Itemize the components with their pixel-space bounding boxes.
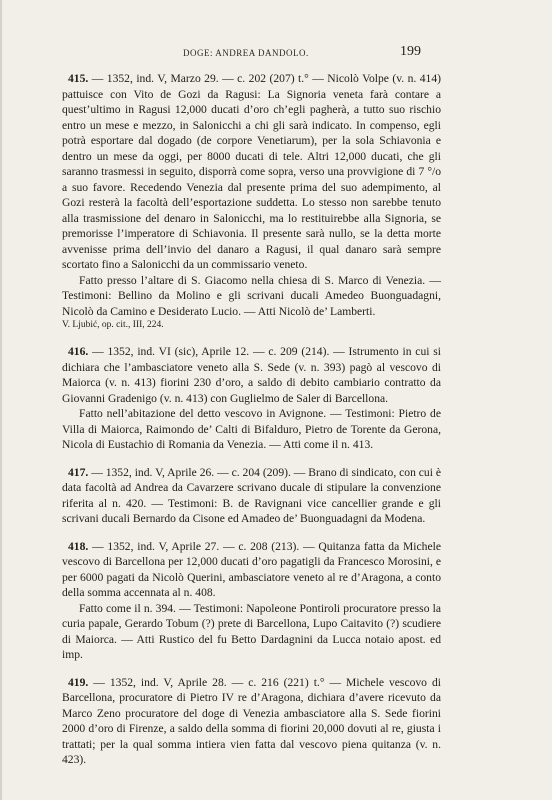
entry-415 <box>62 71 441 332</box>
entry-417-number: 417. <box>68 465 89 479</box>
page-number: 199 <box>400 44 421 59</box>
entry-417 <box>62 465 441 527</box>
document-body <box>62 71 441 768</box>
entry-419-body <box>62 675 441 768</box>
entry-415-reference: V. Ljubić, op. cit., III, 224. <box>62 320 164 330</box>
entry-417-body <box>62 465 441 527</box>
entry-416-body <box>62 344 441 406</box>
entry-418-number: 418. <box>68 539 89 553</box>
page-header <box>2 44 552 64</box>
entry-416-text: — 1352, ind. VI (sic), Aprile 12. — c. 209 (214). — Istrumento in cui si dichiara che l’ambasciatore veneto alla S. Sede (v. n. 393) pagò al vescovo di Maiorca (v. n. 413) fiorini 230 d’oro, a saldo di debito cambiario contratto da Giovanni Gradenigo (v. n. 413) con Guglielmo de Saler di Barcellona. <box>62 345 441 405</box>
entry-418-body <box>62 539 441 601</box>
entry-415-text: — 1352, ind. V, Marzo 29. — c. 202 (207) t.° — Nicolò Volpe (v. n. 414) pattuisce con Vito de Gozi da Ragusi: La Signoria veneta farà contare a quest’ultimo in Ragusi 12,000 ducati d’oro ch’egli pagherà, a tutto suo rischio entro un mese e mezzo, in Salonicchi a chi gli sarà indicato. In compenso, egli potrà esportare dal dogado (de corpore Venetiarum), per la sola Schiavonia e dentro un mese da oggi, per 8000 ducati di tele. Altri 12,000 ducati, che gli saranno trasmessi in seguito, disporrà come sopra, verso una provvigione di 7 °/o a suo favore. Recedendo Venezia dal presente prima del suo adempimento, al Gozi resterà la facoltà dell’esportazione suddetta. Lo stesso non sarebbe tenuto alla trasmissione del denaro in Salonicchi, ma lo restituirebbe alla Signoria, se premorisse l’imperatore di Schiavonia. Il presente sarà nullo, se la detta morte avvenisse prima dell’invio del danaro a Ragusi, il qual danaro sarà sempre scortato fino a Salonicchi da un commissario veneto. <box>62 72 441 271</box>
entry-418 <box>62 539 441 663</box>
entry-416-colophon: Fatto nell’abitazione del detto vescovo in Avignone. — Testimoni: Pietro de Villa di Maiorca, Raimondo de’ Calti di Bifalduro, Pietro de Torente da Gerona, Nicola di Eustachio di Romania da Venezia. — Atti come il n. 413. <box>62 407 441 451</box>
entry-415-body <box>62 71 441 273</box>
entry-418-text: — 1352, ind. V, Aprile 27. — c. 208 (213). — Quitanza fatta da Michele vescovo di Barcellona per 12,000 ducati d’oro pagatigli da Francesco Morosini, e per 6000 pagati da Nicolò Querini, ambasciatore veneto al re d’Aragona, a conto della somma accennata al n. 408. <box>62 539 441 599</box>
entry-416-number: 416. <box>68 345 89 358</box>
entry-419 <box>62 675 441 768</box>
running-head: DOGE: ANDREA DANDOLO. <box>183 48 309 58</box>
entry-415-colophon: Fatto presso l’altare di S. Giacomo nella chiesa di S. Marco di Venezia. — Testimoni: Bellino da Molino e gli scrivani ducali Amedeo Buonguadagni, Nicolò da Camino e Desiderato Lucio. — Atti Nicolò de’ Lamberti. <box>62 273 441 318</box>
entry-415-number: 415. <box>68 72 89 85</box>
entry-419-text: — 1352, ind. V, Aprile 28. — c. 216 (221) t.° — Michele vescovo di Barcellona, procuratore di Pietro IV re d’Aragona, dichiara d’avere ricevuto da Marco Zeno procuratore del doge di Venezia ambasciatore alla S. Sede fiorini 2000 d’oro di Firenze, a saldo della somma di fiorini 20,000 dovuti al re, giusta i trattati; per la qual somma intiera vien fatta dal vescovo piena quitanza (v. n. 423). <box>62 675 441 766</box>
entry-416 <box>62 344 441 453</box>
entry-417-text: — 1352, ind. V, Aprile 26. — c. 204 (209). — Brano di sindicato, con cui è data facoltà ad Andrea da Cavarzere scrivano ducale di stipulare la convenzione riferita al n. 420. — Testimoni: B. de Ravignani vice cancellier grande e gli scrivani ducali Bernardo da Cisone ed Amadeo de’ Buonguadagni da Modena. <box>62 465 441 525</box>
entry-418-colophon: Fatto come il n. 394. — Testimoni: Napoleone Pontiroli procuratore presso la curia papale, Gerardo Tobum (?) prete di Barcellona, Lupo Caitavito (?) scudiere di Maiorca. — Atti Rustico del fu Betto Dardagnini da Lucca notaio apost. ed imp. <box>62 601 441 661</box>
entry-419-number: 419. <box>68 675 89 689</box>
